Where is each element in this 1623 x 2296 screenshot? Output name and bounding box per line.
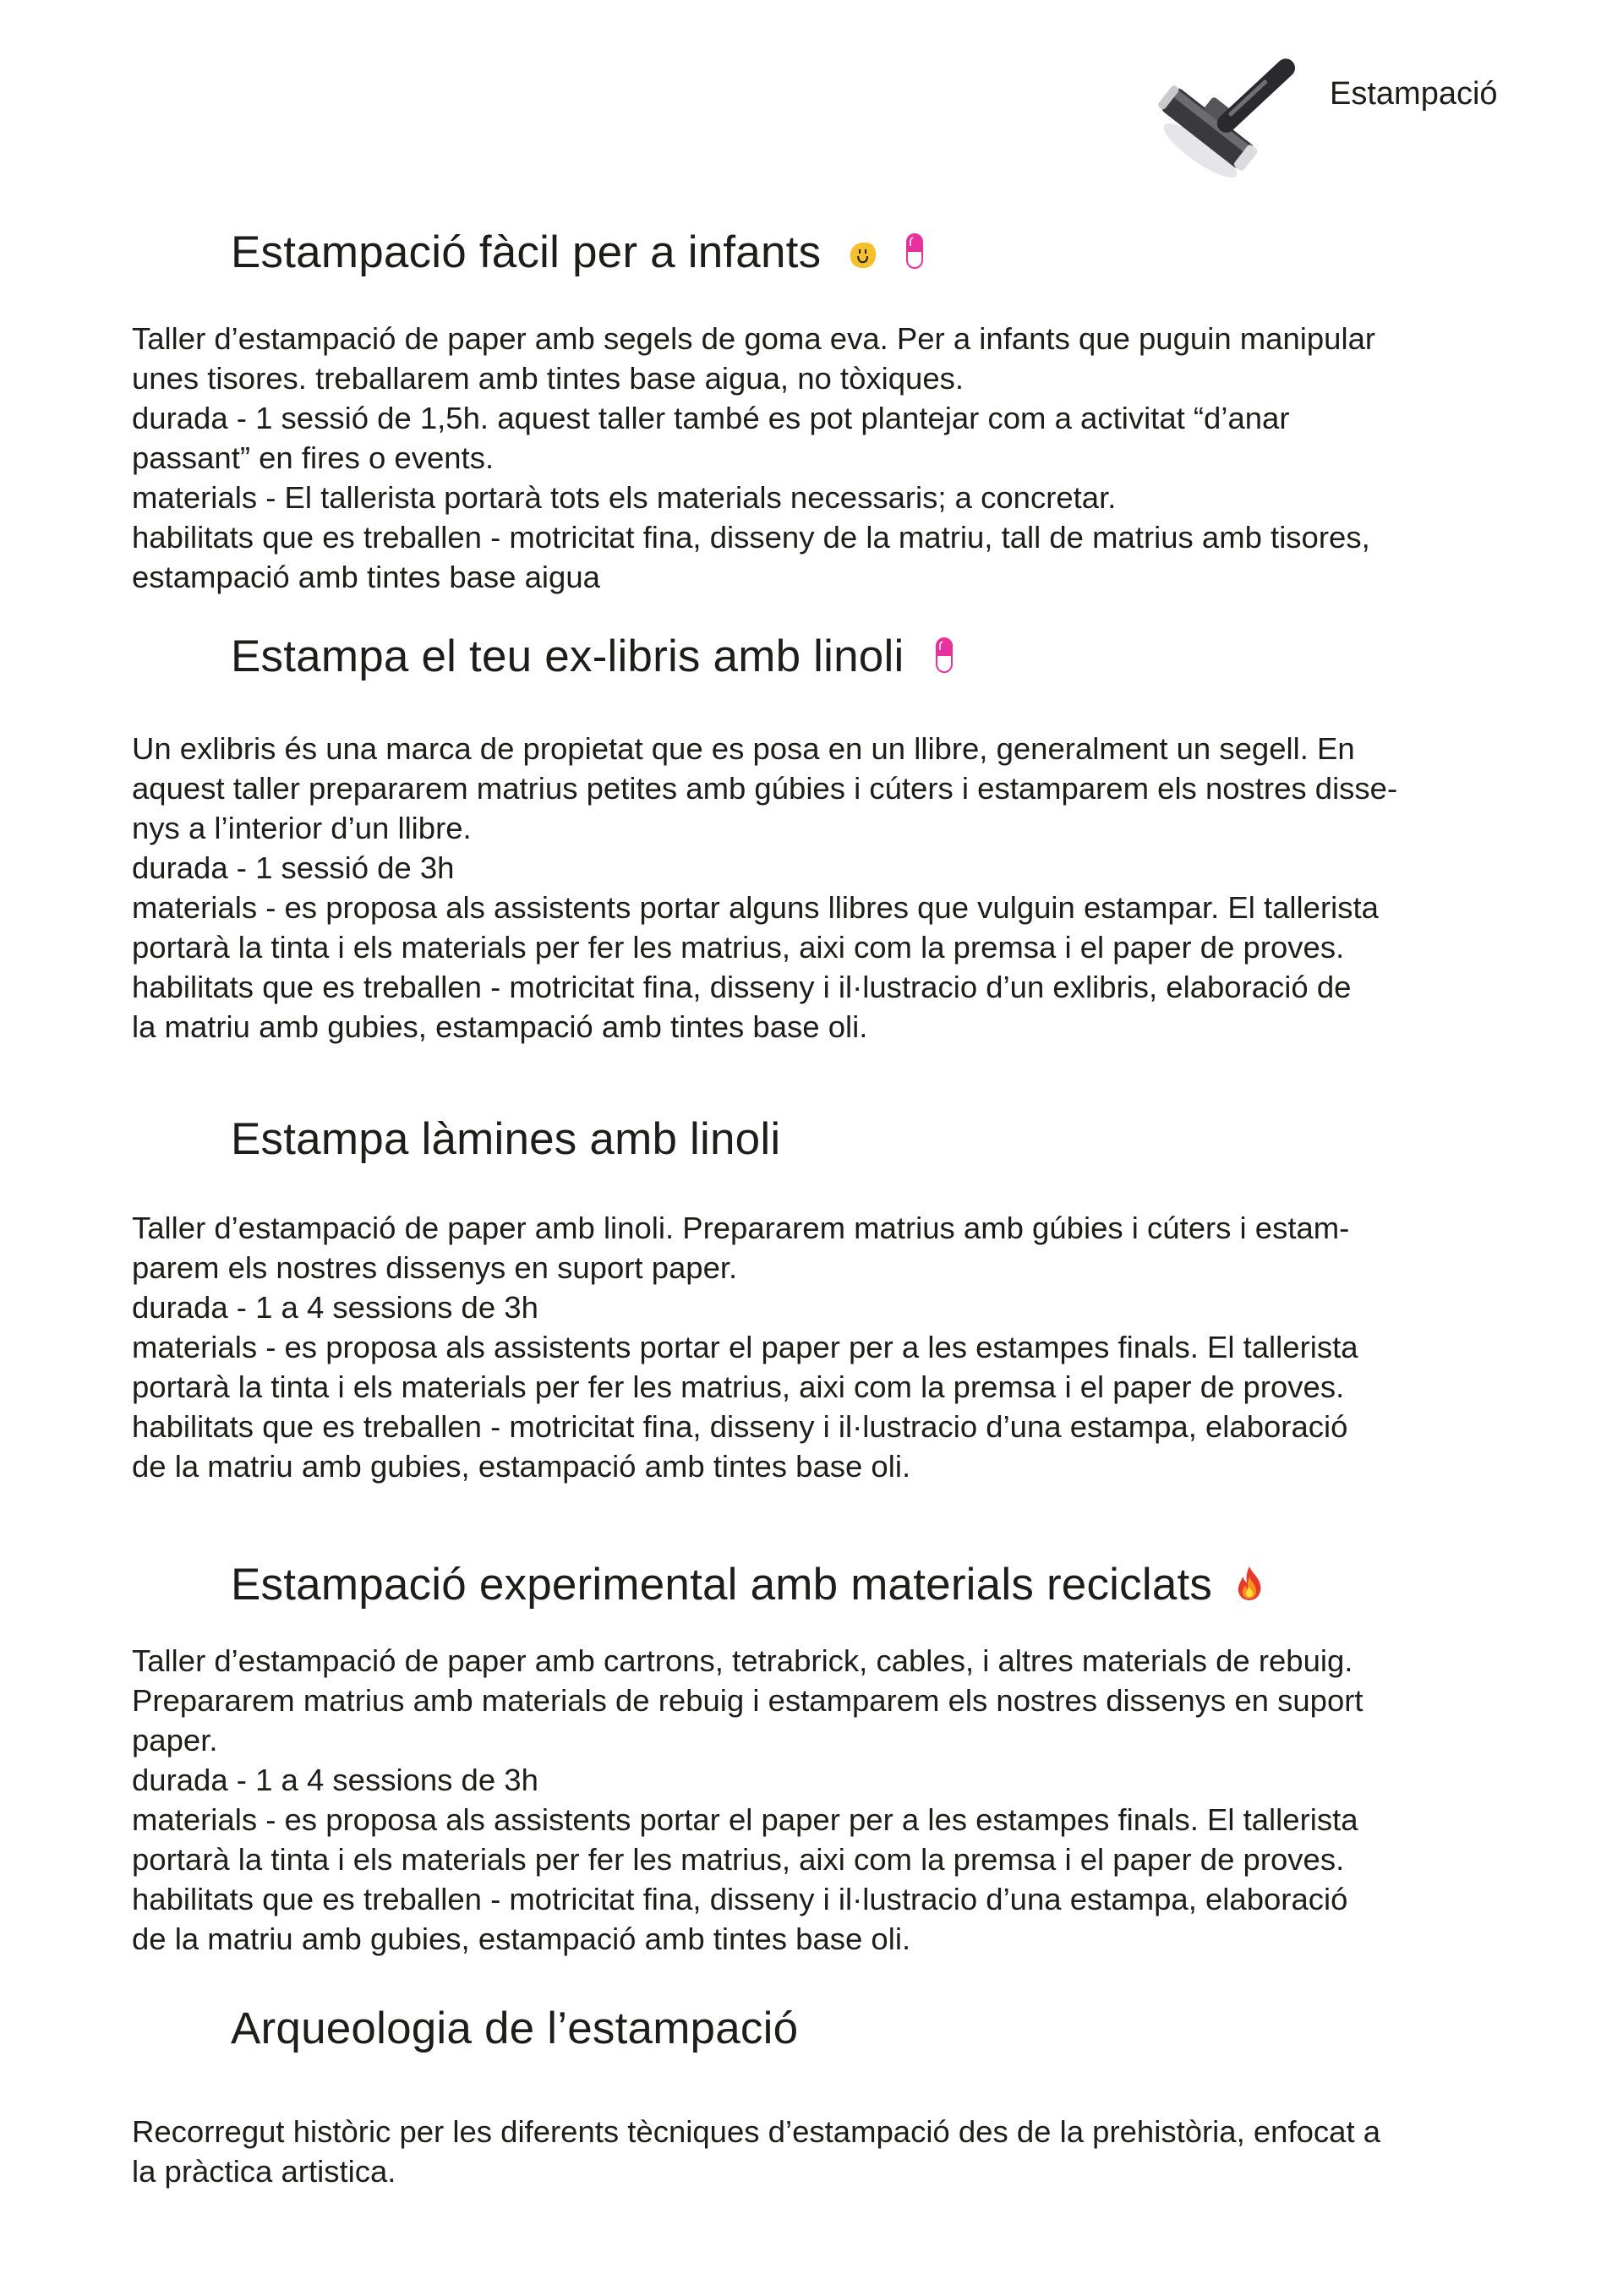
body-line: estampació amb tintes base aigua [132,560,600,594]
section-title [231,1112,780,1167]
body-line: habilitats que es treballen - motricitat fina, disseny i il·lustracio d’un exlibris, elaboració de [132,970,1352,1004]
body-line: durada - 1 sessió de 1,5h. aquest taller també es pot plantejar com a activitat “d’anar [132,401,1290,435]
pill-icon [935,632,954,686]
body-line: portarà la tinta i els materials per fer les matrius, aixi com la premsa i el paper de proves. [132,1369,1345,1404]
section-body [132,729,1518,1047]
body-line: Un exlibris és una marca de propietat que es posa en un llibre, generalment un segell. En [132,731,1355,766]
ink-roller-icon [1141,42,1302,178]
body-line: portarà la tinta i els materials per fer les matrius, aixi com la premsa i el paper de proves. [132,930,1345,965]
body-line: de la matriu amb gubies, estampació amb tintes base oli. [132,1449,911,1484]
section-title [231,1558,1262,1615]
body-line: passant” en fires o events. [132,440,495,475]
section-body [132,2112,1518,2191]
body-line: portarà la tinta i els materials per fer les matrius, aixi com la premsa i el paper de proves. [132,1842,1345,1877]
body-line: la matriu amb gubies, estampació amb tintes base oli. [132,1009,868,1044]
section-title [231,2002,798,2056]
fire-icon [1237,1561,1262,1615]
body-line: paper. [132,1723,218,1758]
section-title-text: Estampació experimental amb materials reciclats [231,1560,1213,1610]
body-line: durada - 1 a 4 sessions de 3h [132,1763,538,1797]
smiley-icon [849,228,877,282]
body-line: la pràctica artistica. [132,2154,396,2189]
section-title-text: Estampa el teu ex-libris amb linoli [231,631,904,681]
body-line: Taller d’estampació de paper amb segels de goma eva. Per a infants que puguin manipular [132,321,1376,356]
page-section-label: Estampació [1330,76,1498,112]
body-line: materials - es proposa als assistents portar el paper per a les estampes finals. El tallerista [132,1802,1358,1837]
pill-icon [905,228,924,282]
section-title [231,630,954,686]
body-line: parem els nostres dissenys en suport paper. [132,1250,738,1285]
section-body [132,1641,1518,1959]
body-line: Prepararem matrius amb materials de rebuig i estamparem els nostres dissenys en suport [132,1683,1363,1718]
body-line: Taller d’estampació de paper amb cartrons, tetrabrick, cables, i altres materials de rebuig. [132,1643,1353,1678]
body-line: aquest taller prepararem matrius petites amb gúbies i cúters i estamparem els nostres disse- [132,771,1398,806]
body-line: de la matriu amb gubies, estampació amb tintes base oli. [132,1922,911,1956]
body-line: durada - 1 a 4 sessions de 3h [132,1290,538,1325]
section-body [132,1208,1518,1486]
body-line: Taller d’estampació de paper amb linoli. Prepararem matrius amb gúbies i cúters i estam- [132,1211,1350,1245]
body-line: habilitats que es treballen - motricitat fina, disseny de la matriu, tall de matrius amb tisores, [132,520,1370,555]
body-line: habilitats que es treballen - motricitat fina, disseny i il·lustracio d’una estampa, elaboració [132,1409,1348,1444]
body-line: materials - El tallerista portarà tots els materials necessaris; a concretar. [132,480,1117,515]
section-body [132,319,1518,597]
body-line: materials - es proposa als assistents portar el paper per a les estampes finals. El tallerista [132,1330,1358,1364]
section-title-text: Arqueologia de l’estampació [231,2004,799,2053]
section-title-text: Estampació fàcil per a infants [231,227,822,277]
body-line: materials - es proposa als assistents portar alguns llibres que vulguin estampar. El tallerista [132,890,1379,925]
body-line: unes tisores. treballarem amb tintes base aigua, no tòxiques. [132,361,965,396]
section-title-text: Estampa làmines amb linoli [231,1114,781,1164]
section-title [231,226,924,282]
body-line: nys a l’interior d’un llibre. [132,811,472,845]
body-line: Recorregut històric per les diferents tècniques d’estampació des de la prehistòria, enfocat a [132,2114,1381,2149]
body-line: habilitats que es treballen - motricitat fina, disseny i il·lustracio d’una estampa, elaboració [132,1882,1348,1916]
body-line: durada - 1 sessió de 3h [132,850,455,885]
